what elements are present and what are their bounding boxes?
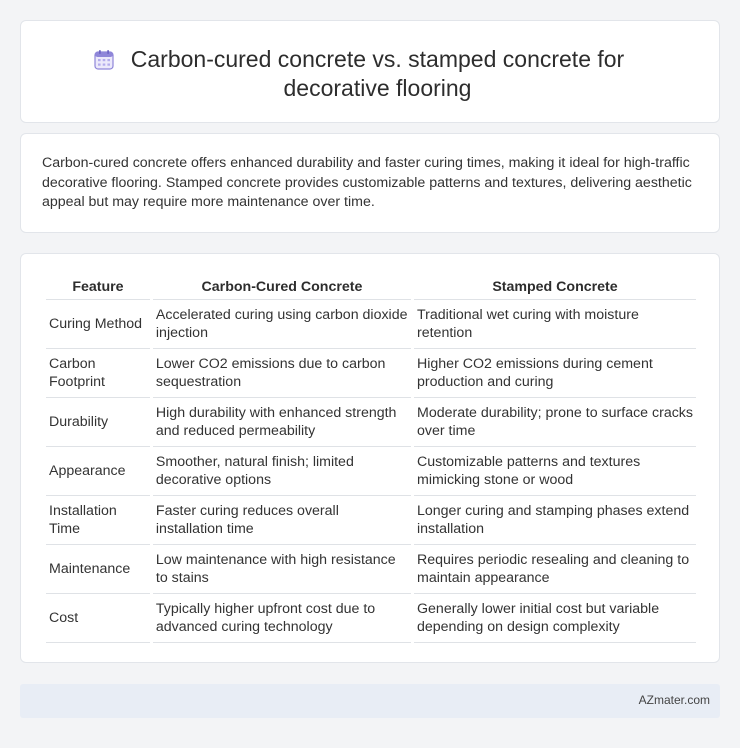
title-row: [21, 45, 719, 103]
footer-brand-link[interactable]: AZmater.com: [638, 693, 710, 707]
row-carbon-cured: Smoother, natural finish; limited decorative options: [153, 447, 411, 496]
calendar-icon: [93, 49, 115, 71]
row-carbon-cured: Faster curing reduces overall installation time: [153, 496, 411, 545]
row-stamped: Generally lower initial cost but variable depending on design complexity: [414, 594, 696, 643]
header-stamped: Stamped Concrete: [414, 275, 696, 300]
row-carbon-cured: Typically higher upfront cost due to advanced curing technology: [153, 594, 411, 643]
comparison-card: [20, 253, 720, 663]
row-feature: Carbon Footprint: [46, 349, 150, 398]
table-row: [46, 496, 696, 545]
table-row: [46, 594, 696, 643]
row-stamped: Longer curing and stamping phases extend installation: [414, 496, 696, 545]
comparison-table: [43, 275, 699, 643]
row-feature: Installation Time: [46, 496, 150, 545]
row-feature: Durability: [46, 398, 150, 447]
table-row: [46, 447, 696, 496]
header-feature: Feature: [46, 275, 150, 300]
row-stamped: Requires periodic resealing and cleaning to maintain appearance: [414, 545, 696, 594]
table-row: [46, 349, 696, 398]
table-row: [46, 300, 696, 349]
row-feature: Cost: [46, 594, 150, 643]
title-card: [20, 20, 720, 123]
summary-card: [20, 133, 720, 233]
row-stamped: Higher CO2 emissions during cement production and curing: [414, 349, 696, 398]
row-stamped: Traditional wet curing with moisture retention: [414, 300, 696, 349]
row-carbon-cured: Accelerated curing using carbon dioxide injection: [153, 300, 411, 349]
table-row: [46, 545, 696, 594]
header-carbon-cured: Carbon-Cured Concrete: [153, 275, 411, 300]
row-stamped: Moderate durability; prone to surface cracks over time: [414, 398, 696, 447]
row-carbon-cured: Lower CO2 emissions due to carbon sequestration: [153, 349, 411, 398]
table-header-row: [46, 275, 696, 300]
page-title: Carbon-cured concrete vs. stamped concrete for decorative flooring: [130, 46, 625, 101]
row-feature: Curing Method: [46, 300, 150, 349]
summary-text: Carbon-cured concrete offers enhanced durability and faster curing times, making it ideal for high-traffic decorative flooring. Stamped concrete provides customizable patterns and textures, delivering aesthetic appeal but may require more maintenance over time.: [42, 155, 692, 210]
footer-bar: [20, 684, 720, 718]
table-row: [46, 398, 696, 447]
row-feature: Maintenance: [46, 545, 150, 594]
row-carbon-cured: Low maintenance with high resistance to stains: [153, 545, 411, 594]
row-stamped: Customizable patterns and textures mimicking stone or wood: [414, 447, 696, 496]
row-carbon-cured: High durability with enhanced strength and reduced permeability: [153, 398, 411, 447]
row-feature: Appearance: [46, 447, 150, 496]
